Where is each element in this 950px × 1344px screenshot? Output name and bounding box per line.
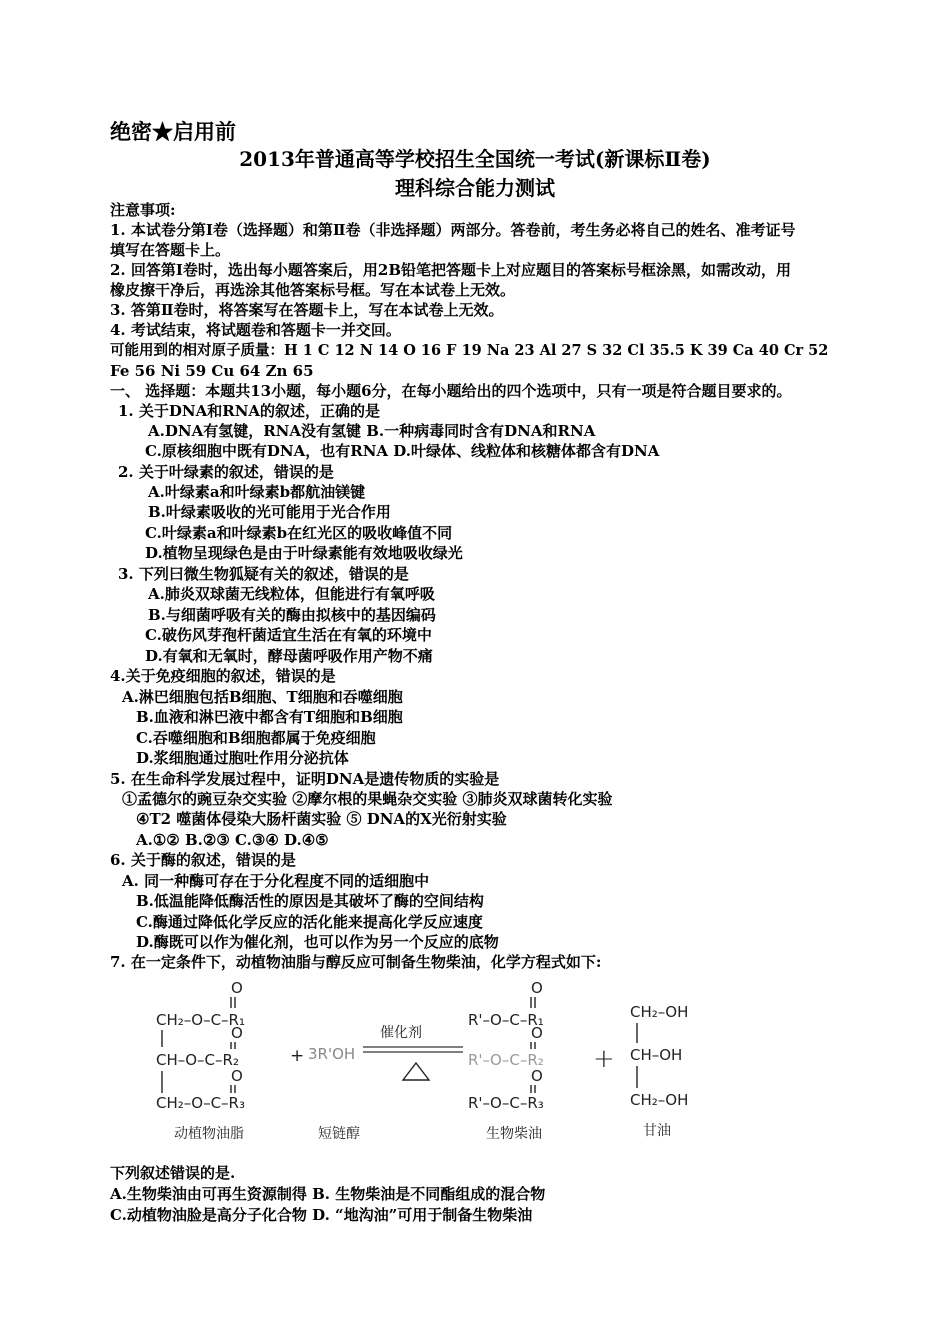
question-4-option-a: A.淋巴细胞包括B细胞、T细胞和吞噬细胞	[122, 688, 403, 706]
notice-line: 4. 考试结束，将试题卷和答题卡一并交回。	[110, 321, 401, 339]
exam-subtitle: 理科综合能力测试	[395, 176, 555, 200]
question-2-option-d: D.植物呈现绿色是由于叶绿素能有效地吸收绿光	[145, 544, 463, 562]
diesel-middle: R'–O–C–R₂	[468, 1051, 544, 1069]
plus-sign: +	[290, 1046, 305, 1066]
question-1-stem: 1. 关于DNA和RNA的叙述，正确的是	[118, 402, 381, 420]
catalyst-label: 催化剂	[380, 1025, 422, 1041]
fat-bottom-group: CH₂–O–C–R₃	[156, 1094, 245, 1112]
question-2-option-a: A.叶绿素a和叶绿素b都航油镁键	[148, 483, 366, 501]
notice-heading: 注意事项:	[110, 201, 176, 219]
question-6-option-a: A. 同一种酶可存在于分化程度不同的适细胞中	[122, 872, 430, 890]
question-2-option-b: B.叶绿素吸收的光可能用于光合作用	[148, 503, 391, 521]
carbonyl-oxygen: O	[231, 1067, 243, 1085]
question-4-option-d: D.浆细胞通过胞吐作用分泌抗体	[136, 749, 349, 767]
section-heading: 一、 选择题：本题共13小题，每小题6分，在每小题给出的四个选项中，只有一项是符合题目要求的。	[110, 382, 792, 400]
plus-sign-2: +	[593, 1044, 615, 1074]
question-4-option-c: C.吞噬细胞和B细胞都属于免疫细胞	[136, 729, 376, 747]
question-3-stem: 3. 下列曰微生物狐疑有关的叙述，错误的是	[118, 565, 409, 583]
label-diesel: 生物柴油	[486, 1126, 542, 1142]
exam-title: 2013年普通高等学校招生全国统一考试(新课标Ⅱ卷)	[239, 147, 711, 171]
question-7-options-ab: A.生物柴油由可再生资源制得 B. 生物柴油是不同酯组成的混合物	[110, 1185, 546, 1203]
label-glycerol: 甘油	[643, 1123, 671, 1139]
question-1-options-ab: A.DNA有氢键，RNA没有氢键 B.一种病毒同时含有DNA和RNA	[148, 422, 596, 440]
question-3-option-a: A.肺炎双球菌无线粒体，但能进行有氧呼吸	[148, 585, 435, 603]
notice-line: 填写在答题卡上。	[110, 241, 231, 259]
atomic-masses: 可能用到的相对原子质量：H 1 C 12 N 14 O 16 F 19 Na 23 Al 27 S 32 Cl 35.5 K 39 Ca 40 Cr 52	[110, 342, 829, 359]
question-3-option-c: C.破伤风芽孢杆菌适宜生活在有氧的环境中	[145, 626, 432, 644]
notice-line: 1. 本试卷分第Ⅰ卷（选择题）和第Ⅱ卷（非选择题）两部分。答卷前，考生务必将自己的姓名、准考证号	[110, 221, 796, 239]
glycerol-middle: CH–OH	[630, 1046, 683, 1064]
heat-triangle-icon	[403, 1063, 429, 1080]
question-5-items-2: ④T2 噬菌体侵染大肠杆菌实验 ⑤ DNA的X光衍射实验	[136, 810, 507, 828]
question-5-options: A.①② B.②③ C.③④ D.④⑤	[136, 831, 329, 849]
atomic-masses-cont: Fe 56 Ni 59 Cu 64 Zn 65	[110, 362, 314, 380]
carbonyl-oxygen: O	[231, 979, 243, 997]
question-1-options-cd: C.原核细胞中既有DNA，也有RNA D.叶绿体、线粒体和核糖体都含有DNA	[145, 442, 660, 460]
label-alcohol: 短链醇	[318, 1126, 360, 1142]
question-4-stem: 4.关于免疫细胞的叙述，错误的是	[110, 667, 336, 685]
alcohol-formula: 3R'OH	[308, 1045, 356, 1063]
question-2-option-c: C.叶绿素a和叶绿素b在红光区的吸收峰值不同	[145, 524, 453, 542]
question-5-items-1: ①孟德尔的豌豆杂交实验 ②摩尔根的果蝇杂交实验 ③肺炎双球菌转化实验	[122, 790, 613, 808]
secret-mark: 绝密★启用前	[110, 119, 236, 144]
diesel-top: R'–O–C–R₁	[468, 1011, 544, 1029]
diesel-bottom: R'–O–C–R₃	[468, 1094, 544, 1112]
fat-top-group: CH₂–O–C–R₁	[156, 1011, 245, 1029]
notice-line: 3. 答第Ⅱ卷时，将答案写在答题卡上，写在本试卷上无效。	[110, 301, 504, 319]
question-4-option-b: B.血液和淋巴液中都含有T细胞和B细胞	[136, 708, 403, 726]
question-6-option-c: C.酶通过降低化学反应的活化能来提高化学反应速度	[136, 913, 483, 931]
question-3-option-b: B.与细菌呼吸有关的酶由拟核中的基因编码	[148, 606, 436, 624]
question-7-options-cd: C.动植物油脸是高分子化合物 D. “地沟油”可用于制备生物柴油	[110, 1206, 533, 1224]
question-6-option-b: B.低温能降低酶活性的原因是其破坏了酶的空间结构	[136, 892, 484, 910]
question-6-stem: 6. 关于酶的叙述，错误的是	[110, 851, 296, 869]
question-3-option-d: D.有氧和无氧时，酵母菌呼吸作用产物不痛	[145, 647, 433, 665]
carbonyl-oxygen: O	[531, 1024, 543, 1042]
question-2-stem: 2. 关于叶绿素的叙述，错误的是	[118, 463, 334, 481]
label-fat: 动植物油脂	[174, 1126, 244, 1142]
question-5-stem: 5. 在生命科学发展过程中，证明DNA是遗传物质的实验是	[110, 770, 500, 788]
glycerol-bottom: CH₂–OH	[630, 1091, 689, 1109]
glycerol-top: CH₂–OH	[630, 1003, 689, 1021]
question-6-option-d: D.酶既可以作为催化剂，也可以作为另一个反应的底物	[136, 933, 499, 951]
carbonyl-oxygen: O	[231, 1024, 243, 1042]
fat-middle-group: CH–O–C–R₂	[156, 1051, 239, 1069]
notice-line: 橡皮擦干净后，再选涂其他答案标号框。写在本试卷上无效。	[110, 281, 516, 299]
carbonyl-oxygen: O	[531, 1067, 543, 1085]
transesterification-diagram	[118, 975, 718, 1153]
question-7-prompt: 下列叙述错误的是.	[110, 1164, 236, 1182]
question-7-stem: 7. 在一定条件下，动植物油脂与醇反应可制备生物柴油，化学方程式如下:	[110, 953, 602, 971]
carbonyl-oxygen: O	[531, 979, 543, 997]
notice-line: 2. 回答第Ⅰ卷时，选出每小题答案后，用2B铅笔把答题卡上对应题目的答案标号框涂黑，如需改动，用	[110, 261, 792, 279]
